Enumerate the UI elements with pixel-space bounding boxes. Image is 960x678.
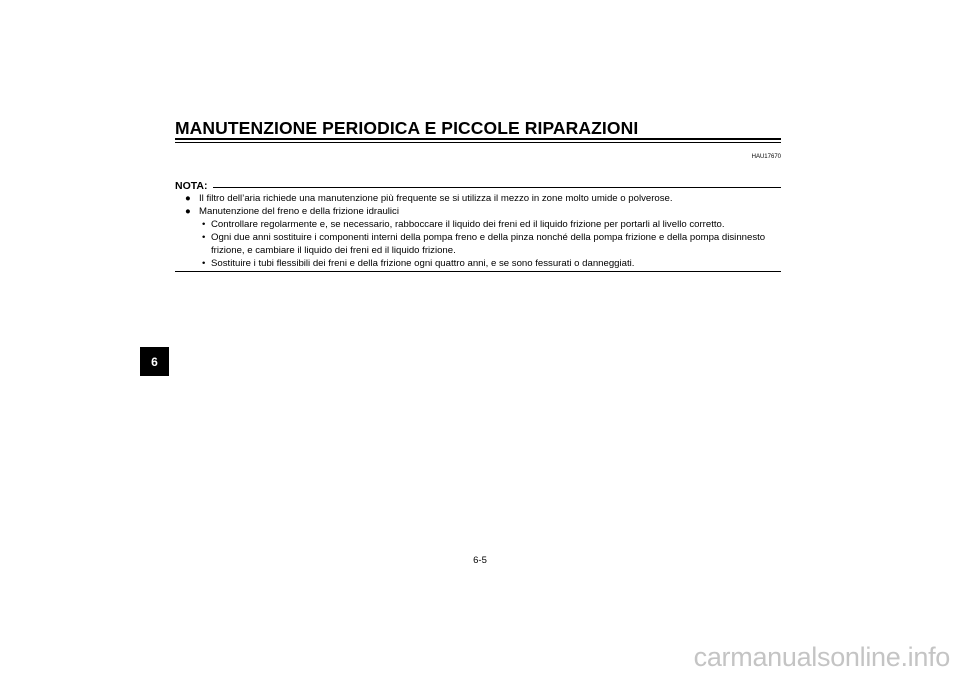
bullet-dot-icon: ● xyxy=(185,193,191,204)
page-title: MANUTENZIONE PERIODICA E PICCOLE RIPARAZIONI xyxy=(175,118,639,138)
nota-subitem xyxy=(185,257,781,270)
nota-end-rule xyxy=(175,271,781,272)
nota-subitem-text: Controllare regolarmente e, se necessario, rabboccare il liquido dei freni ed il liquido frizione per portarli al livello corretto. xyxy=(211,219,725,230)
nota-subitem-text: Ogni due anni sostituire i componenti interni della pompa freno e della pinza nonché della pompa frizione e della pompa disinnesto frizione, e cambiare il liquido dei freni ed il liquido frizione. xyxy=(211,232,766,256)
nota-body xyxy=(185,192,781,270)
bullet-small-icon: • xyxy=(202,258,206,269)
bullet-small-icon: • xyxy=(202,219,206,230)
nota-item-text: Manutenzione del freno e della frizione idraulici xyxy=(199,206,399,217)
nota-label: NOTA: xyxy=(175,180,208,192)
chapter-tab: 6 xyxy=(140,347,169,376)
watermark: carmanualsonline.info xyxy=(693,642,950,672)
nota-item xyxy=(185,192,781,205)
nota-item-text: Il filtro dell’aria richiede una manutenzione più frequente se si utilizza il mezzo in zone molto umide o polverose. xyxy=(199,193,673,204)
page-number: 6-5 xyxy=(473,555,487,566)
nota-item xyxy=(185,205,781,218)
nota-subitem xyxy=(185,231,781,257)
title-rule-thin xyxy=(175,142,781,143)
bullet-dot-icon: ● xyxy=(185,206,191,217)
nota-rule xyxy=(213,187,781,188)
nota-subitem xyxy=(185,218,781,231)
bullet-small-icon: • xyxy=(202,232,206,243)
nota-subitem-text: Sostituire i tubi flessibili dei freni e della frizione ogni quattro anni, e se sono fessurati o danneggiati. xyxy=(211,258,635,269)
doc-code: HAU17670 xyxy=(751,154,781,160)
title-rule-thick xyxy=(175,138,781,140)
